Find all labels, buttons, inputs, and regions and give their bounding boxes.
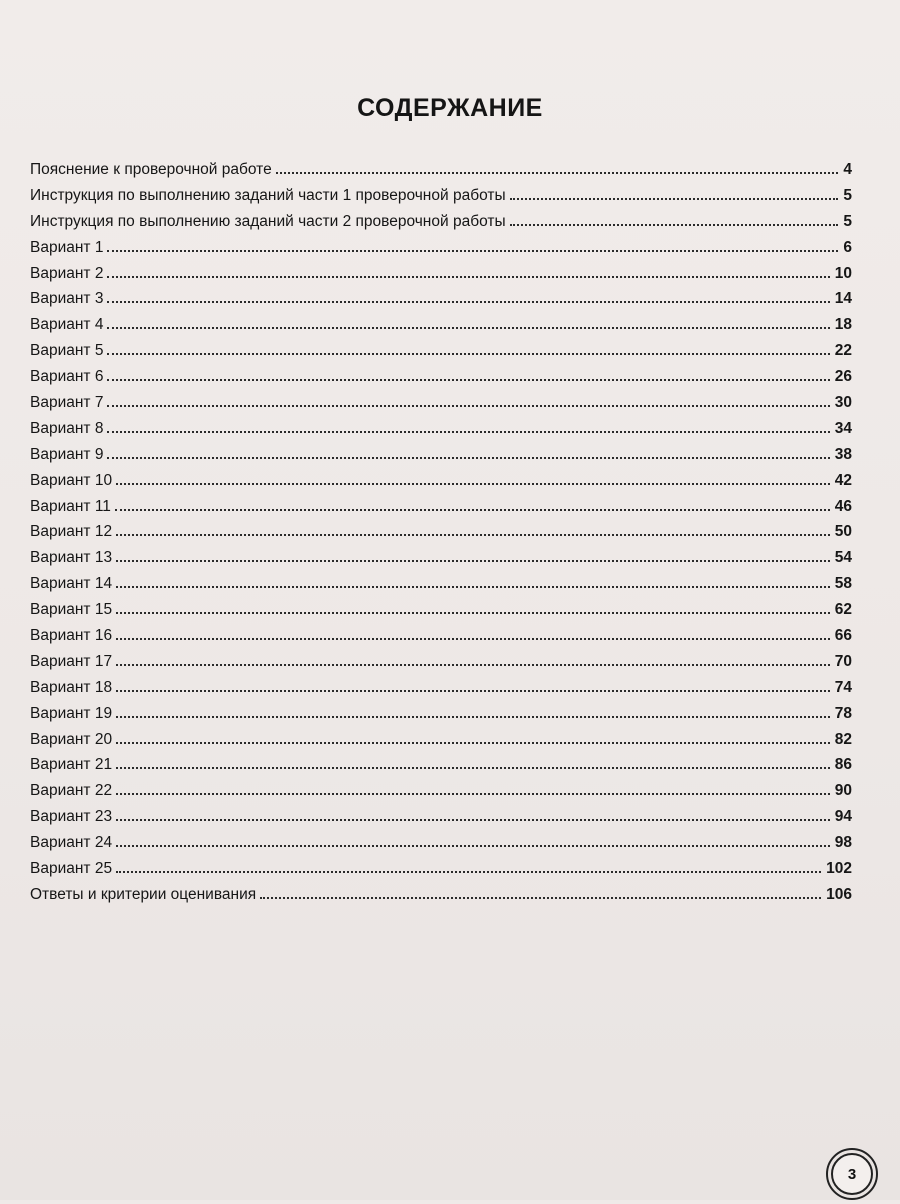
page-number: 3 xyxy=(831,1153,873,1195)
toc-entry-page: 30 xyxy=(834,394,852,412)
toc-entry-label: Вариант 8 xyxy=(30,419,104,437)
toc-leader-dots xyxy=(115,509,830,511)
toc-entry-label: Инструкция по выполнению заданий части 2 проверочной работы xyxy=(30,212,506,230)
toc-entry xyxy=(30,368,852,394)
toc-entry xyxy=(30,705,852,731)
toc-leader-dots xyxy=(116,534,830,536)
toc-leader-dots xyxy=(107,457,829,459)
toc-leader-dots xyxy=(107,250,838,252)
toc-entry-page: 46 xyxy=(834,497,852,515)
toc-leader-dots xyxy=(116,483,830,485)
toc-entry-page: 58 xyxy=(834,575,852,593)
toc-entry-label: Вариант 22 xyxy=(30,782,113,800)
toc-leader-dots xyxy=(116,586,830,588)
toc-leader-dots xyxy=(107,276,829,278)
toc-entry xyxy=(30,472,852,498)
toc-entry-label: Вариант 16 xyxy=(30,627,113,645)
toc-entry-label: Пояснение к проверочной работе xyxy=(30,161,272,178)
toc-entry-label: Вариант 2 xyxy=(30,264,104,282)
toc-entry-label: Вариант 12 xyxy=(30,523,113,541)
toc-leader-dots xyxy=(116,767,830,769)
toc-entry-page: 14 xyxy=(834,290,852,308)
toc-entry-page: 66 xyxy=(834,627,852,645)
toc-entry xyxy=(30,679,852,705)
toc-entry-label: Ответы и критерии оценивания xyxy=(30,885,257,903)
page-title: СОДЕРЖАНИЕ xyxy=(357,94,543,122)
toc-entry xyxy=(30,498,852,524)
toc-entry xyxy=(30,601,852,627)
toc-entry-page: 70 xyxy=(834,652,852,670)
toc-entry-label: Вариант 1 xyxy=(30,238,104,256)
toc-entry xyxy=(30,575,852,601)
toc-entry-label: Вариант 15 xyxy=(30,601,113,619)
toc-entry-label: Вариант 7 xyxy=(30,394,104,412)
toc-entry-label: Вариант 24 xyxy=(30,834,113,852)
toc-entry xyxy=(30,265,852,291)
toc-leader-dots xyxy=(116,845,830,847)
toc-entry-page: 98 xyxy=(834,834,852,852)
toc-leader-dots xyxy=(107,327,829,329)
toc-entry xyxy=(30,420,852,446)
toc-leader-dots xyxy=(107,431,829,433)
toc-entry-page: 86 xyxy=(834,756,852,774)
toc-entry-label: Вариант 11 xyxy=(30,497,111,515)
toc-entry-page: 5 xyxy=(843,212,852,230)
toc-entry xyxy=(30,239,852,265)
toc-entry-page: 5 xyxy=(843,186,852,204)
toc-entry-page: 42 xyxy=(834,471,852,489)
toc-leader-dots xyxy=(510,224,839,226)
toc-entry-label: Вариант 25 xyxy=(30,860,113,878)
toc-entry-label: Вариант 14 xyxy=(30,575,113,593)
toc-leader-dots xyxy=(116,742,830,744)
toc-entry xyxy=(30,860,852,886)
toc-leader-dots xyxy=(116,690,830,692)
toc-entry xyxy=(30,342,852,368)
toc-entry-page: 90 xyxy=(834,782,852,800)
toc-leader-dots xyxy=(116,871,821,873)
toc-entry-label: Инструкция по выполнению заданий части 1 проверочной работы xyxy=(30,186,506,204)
toc-leader-dots xyxy=(116,612,830,614)
toc-entry-label: Вариант 10 xyxy=(30,471,113,489)
toc-entry-label: Вариант 3 xyxy=(30,290,104,308)
toc-entry-page: 78 xyxy=(834,704,852,722)
toc-entry xyxy=(30,316,852,342)
toc-entry-page: 74 xyxy=(834,678,852,696)
toc-entry-label: Вариант 19 xyxy=(30,704,113,722)
page-number-badge xyxy=(826,1148,882,1204)
toc-entry xyxy=(30,627,852,653)
toc-leader-dots xyxy=(116,716,830,718)
toc-leader-dots xyxy=(116,664,830,666)
toc-entry xyxy=(30,213,852,239)
toc-entry-label: Вариант 13 xyxy=(30,549,113,567)
toc-leader-dots xyxy=(276,172,839,174)
toc-entry xyxy=(30,782,852,808)
toc-leader-dots xyxy=(260,897,821,899)
toc-entry-page: 18 xyxy=(834,316,852,334)
toc-entry-label: Вариант 4 xyxy=(30,316,104,334)
toc-entry-page: 22 xyxy=(834,342,852,360)
toc-entry xyxy=(30,523,852,549)
toc-entry-label: Вариант 20 xyxy=(30,730,113,748)
toc-leader-dots xyxy=(510,198,839,200)
toc-leader-dots xyxy=(116,819,830,821)
toc-entry-page: 38 xyxy=(834,445,852,463)
toc-leader-dots xyxy=(116,560,830,562)
toc-entry-page: 106 xyxy=(826,885,852,903)
toc-entry-label: Вариант 9 xyxy=(30,445,104,463)
toc-entry-page: 34 xyxy=(834,419,852,437)
toc-leader-dots xyxy=(107,405,829,407)
toc-entry xyxy=(30,756,852,782)
toc-entry-page: 54 xyxy=(834,549,852,567)
toc-leader-dots xyxy=(107,301,829,303)
toc-entry-label: Вариант 21 xyxy=(30,756,113,774)
toc-entry-page: 62 xyxy=(834,601,852,619)
toc-entry xyxy=(30,290,852,316)
toc-leader-dots xyxy=(116,793,830,795)
toc-entry xyxy=(30,834,852,860)
toc-entry-page: 82 xyxy=(834,730,852,748)
toc-entry-page: 4 xyxy=(843,161,852,178)
toc-entry xyxy=(30,446,852,472)
toc-entry xyxy=(30,394,852,420)
table-of-contents xyxy=(30,161,852,912)
toc-entry xyxy=(30,653,852,679)
toc-leader-dots xyxy=(107,379,829,381)
toc-entry-page: 26 xyxy=(834,368,852,386)
toc-entry-page: 102 xyxy=(826,860,852,878)
toc-entry xyxy=(30,886,852,912)
toc-leader-dots xyxy=(116,638,830,640)
toc-entry xyxy=(30,731,852,757)
toc-entry-page: 50 xyxy=(834,523,852,541)
toc-entry-page: 94 xyxy=(834,808,852,826)
toc-entry xyxy=(30,161,852,187)
toc-entry-label: Вариант 18 xyxy=(30,678,113,696)
toc-entry-page: 6 xyxy=(843,238,852,256)
toc-entry-label: Вариант 23 xyxy=(30,808,113,826)
toc-entry xyxy=(30,808,852,834)
toc-entry-label: Вариант 6 xyxy=(30,368,104,386)
toc-entry xyxy=(30,549,852,575)
toc-entry-label: Вариант 17 xyxy=(30,652,113,670)
toc-entry xyxy=(30,187,852,213)
toc-entry-page: 10 xyxy=(834,264,852,282)
toc-leader-dots xyxy=(107,353,829,355)
toc-entry-label: Вариант 5 xyxy=(30,342,104,360)
